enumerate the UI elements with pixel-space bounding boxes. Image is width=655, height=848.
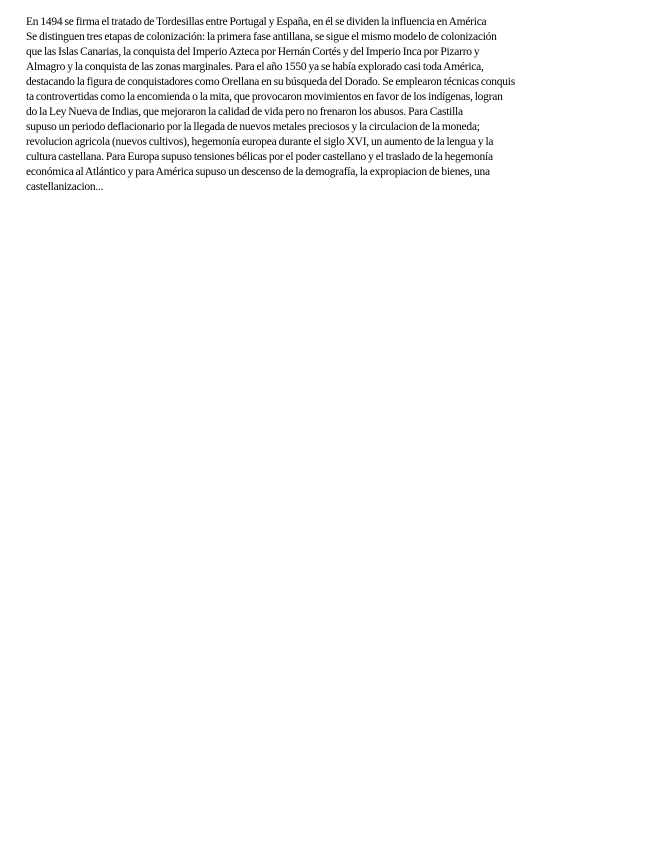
body-paragraph	[26, 15, 626, 195]
text-line: supuso un periodo deflacionario por la llegada de nuevos metales preciosos y la circulacion de la moneda;	[26, 121, 480, 133]
text-line: que las Islas Canarias, la conquista del Imperio Azteca por Hernán Cortés y del Imperio Inca por Pizarro y	[26, 46, 480, 58]
text-line: Almagro y la conquista de las zonas marginales. Para el año 1550 ya se había explorado casi toda América,	[26, 61, 484, 73]
text-line: Se distinguen tres etapas de colonización: la primera fase antillana, se sigue el mismo modelo de colonización	[26, 31, 497, 43]
text-line: En 1494 se firma el tratado de Tordesillas entre Portugal y España, en él se dividen la influencia en América	[26, 16, 487, 28]
text-line: ta controvertidas como la encomienda o la mita, que provocaron movimientos en favor de los indígenas, logran	[26, 91, 503, 103]
text-line: castellanizacion...	[26, 181, 104, 193]
text-line: do la Ley Nueva de Indias, que mejoraron la calidad de vida pero no frenaron los abusos. Para Castilla	[26, 106, 463, 118]
text-line: revolucion agricola (nuevos cultivos), hegemonía europea durante el siglo XVI, un aumento de la lengua y la	[26, 136, 494, 148]
text-line: destacando la figura de conquistadores como Orellana en su búsqueda del Dorado. Se emplearon técnicas conquis	[26, 76, 515, 88]
text-line: cultura castellana. Para Europa supuso tensiones bélicas por el poder castellano y el traslado de la hegemonía	[26, 151, 493, 163]
text-line: económica al Atlántico y para América supuso un descenso de la demografía, la expropiacion de bienes, una	[26, 166, 490, 178]
